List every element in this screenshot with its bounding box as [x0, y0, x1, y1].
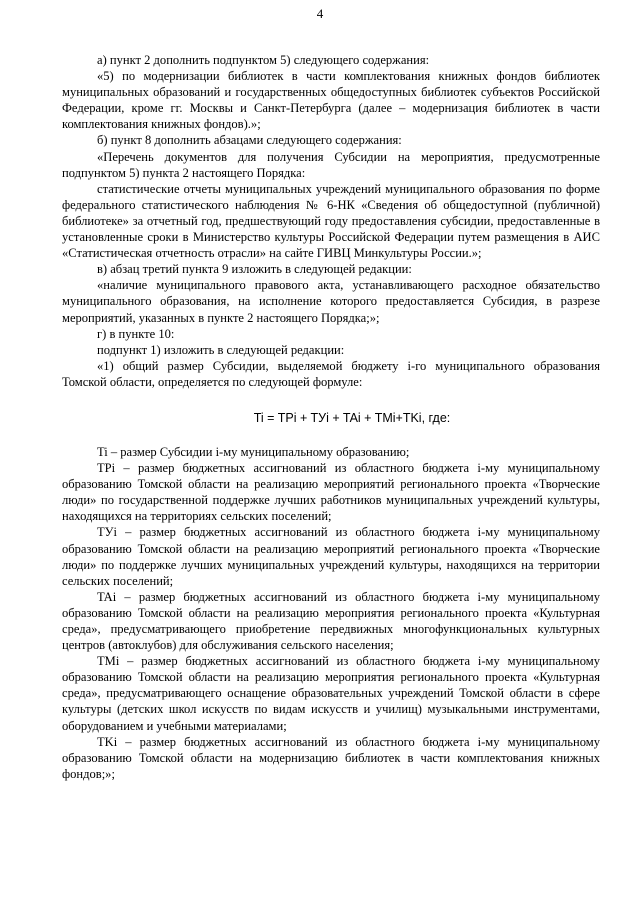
document-body — [62, 52, 600, 782]
definition-tai: TAi – размер бюджетных ассигнований из областного бюджета i-му муниципальному образованию Томской области на реализацию мероприятия регионального проекта «Культурная среда», предусматривающего приобретение передвижных многофункциональных культурных центров (автоклубов) для обслуживания сельского населения; — [62, 589, 600, 653]
paragraph-amend-v: в) абзац третий пункта 9 изложить в следующей редакции: — [97, 262, 412, 277]
paragraph-amend-a: а) пункт 2 дополнить подпунктом 5) следующего содержания: — [97, 53, 430, 67]
paragraph-subsidy-size: «1) общий размер Субсидии, выделяемой бюджету i-го муниципального образования Томской области, определяется по следующей формуле: — [62, 358, 600, 389]
definition-ti: Ti – размер Субсидии i-му муниципальному образованию; — [97, 444, 410, 459]
paragraph-amend-b: б) пункт 8 дополнить абзацами следующего содержания: — [97, 133, 402, 148]
definition-tui: TУi – размер бюджетных ассигнований из областного бюджета i-му муниципальному образованию Томской области на реализацию мероприятий регионального проекта «Творческие люди» по поддержке лучших муниципальных учреждений культуры, находящихся на территории сельских поселений; — [62, 525, 600, 588]
definition-tki: TKi – размер бюджетных ассигнований из областного бюджета i-му муниципальному образованию Томской области на модернизацию библиотек в части комплектования книжных фондов;»; — [62, 734, 600, 781]
page-number: 4 — [316, 6, 324, 21]
subsidy-formula: Ti = TPi + TУi + TAi + TMi+TKi, где: — [253, 410, 451, 425]
paragraph-legal-act: «наличие муниципального правового акта, устанавливающего расходное обязательство муниципального образования, на исполнение которого предоставляется Субсидия, в разрезе мероприятий, указанных в пункте 2 настоящего Порядка;»; — [62, 278, 600, 325]
paragraph-statistical-reports: статистические отчеты муниципальных учреждений муниципального образования по форме федерального статистического наблюдения № 6-НК «Сведения об общедоступной (публичной) библиотеке» за отчетный год, предшествующий году предоставления субсидии, предоставленные в установленные сроки в Министерство культуры Российской Федерации путем размещения в АИС «Статистическая отчетность отрасли» на сайте ГИВЦ Минкультуры России.»; — [62, 181, 600, 261]
paragraph-subpoint-1-intro: подпункт 1) изложить в следующей редакции: — [97, 342, 345, 357]
definition-tpi: TPi – размер бюджетных ассигнований из областного бюджета i-му муниципальному образованию Томской области на реализацию мероприятий регионального проекта «Творческие люди» по государственной поддержке лучших работников муниципальных учреждений культуры, находящихся на территориях сельских поселений; — [62, 461, 600, 524]
paragraph-documents-list: «Перечень документов для получения Субсидии на мероприятия, предусмотренные подпунктом 5) пункта 2 настоящего Порядка: — [62, 149, 600, 180]
paragraph-amend-g: г) в пункте 10: — [97, 326, 175, 341]
definition-tmi: TMi – размер бюджетных ассигнований из областного бюджета i-му муниципальному образованию Томской области на реализацию мероприятия регионального проекта «Культурная среда», предусматривающего оснащение образовательных учреждений Томской области в сфере культуры (детских школ искусств по видам искусств и училищ) музыкальными инструментами, оборудованием и учебными материалами; — [62, 654, 600, 733]
paragraph-subpoint-5: «5) по модернизации библиотек в части комплектования книжных фондов библиотек муниципальных образований и государственных общедоступных библиотек субъектов Российской Федерации, кроме гг. Москвы и Санкт-Петербурга (далее – модернизация библиотек в части комплектования книжных фондов).»; — [62, 69, 600, 132]
